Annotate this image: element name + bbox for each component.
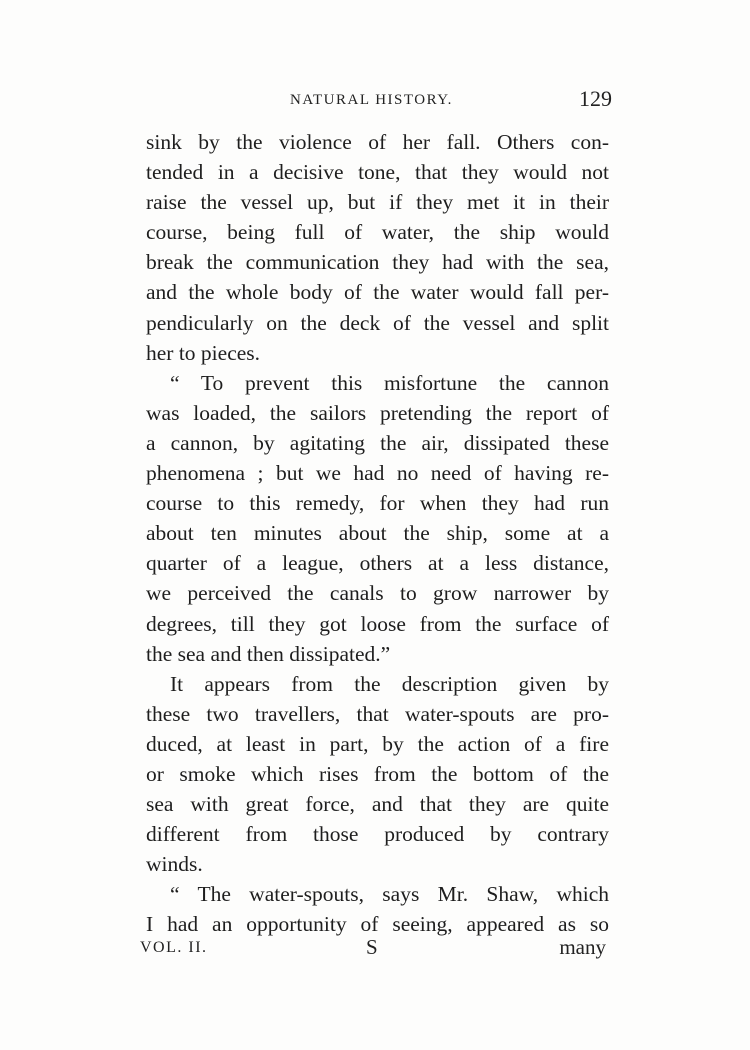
page-header	[140, 88, 612, 118]
page-footer	[140, 935, 606, 965]
text-line: tended in a decisive tone, that they would not	[146, 160, 609, 185]
running-head: NATURAL HISTORY.	[290, 92, 453, 108]
text-line: was loaded, the sailors pretending the report of	[146, 400, 609, 425]
text-line: we perceived the canals to grow narrower by	[146, 581, 609, 606]
text-line: about ten minutes about the ship, some at a	[146, 521, 609, 546]
text-line: duced, at least in part, by the action of a fire	[146, 731, 609, 756]
text-line: degrees, till they got loose from the surface of	[146, 611, 609, 636]
text-line: different from those produced by contrary	[146, 822, 609, 847]
text-line: the sea and then dissipated.”	[146, 641, 391, 666]
text-line: and the whole body of the water would fall per-	[146, 280, 609, 305]
text-line: sink by the violence of her fall. Others con-	[146, 130, 609, 154]
page-number: 129	[579, 86, 612, 111]
text-line: course, being full of water, the ship would	[146, 220, 609, 245]
body-text	[146, 127, 609, 940]
text-line: I had an opportunity of seeing, appeared as so	[146, 912, 609, 937]
text-line: raise the vessel up, but if they met it in their	[146, 190, 609, 215]
text-line: “ To prevent this misfortune the cannon	[170, 370, 609, 395]
text-line: pendicularly on the deck of the vessel and split	[146, 310, 609, 335]
text-line: or smoke which rises from the bottom of the	[146, 761, 609, 786]
text-line: course to this remedy, for when they had run	[146, 491, 609, 516]
text-line: It appears from the description given by	[170, 671, 609, 696]
text-line: phenomena ; but we had no need of having re-	[146, 461, 609, 486]
signature-mark: S	[366, 935, 378, 959]
volume-mark: VOL. II.	[140, 939, 208, 956]
text-line: quarter of a league, others at a less distance,	[146, 551, 609, 576]
text-line: break the communication they had with the sea,	[146, 250, 609, 275]
text-line: winds.	[146, 852, 203, 877]
text-line: a cannon, by agitating the air, dissipated these	[146, 430, 609, 455]
text-line: “ The water-spouts, says Mr. Shaw, which	[170, 882, 609, 907]
text-line: her to pieces.	[146, 340, 261, 365]
text-line: sea with great force, and that they are quite	[146, 792, 609, 817]
catchword: many	[559, 935, 606, 959]
text-line: these two travellers, that water-spouts are pro-	[146, 701, 609, 726]
